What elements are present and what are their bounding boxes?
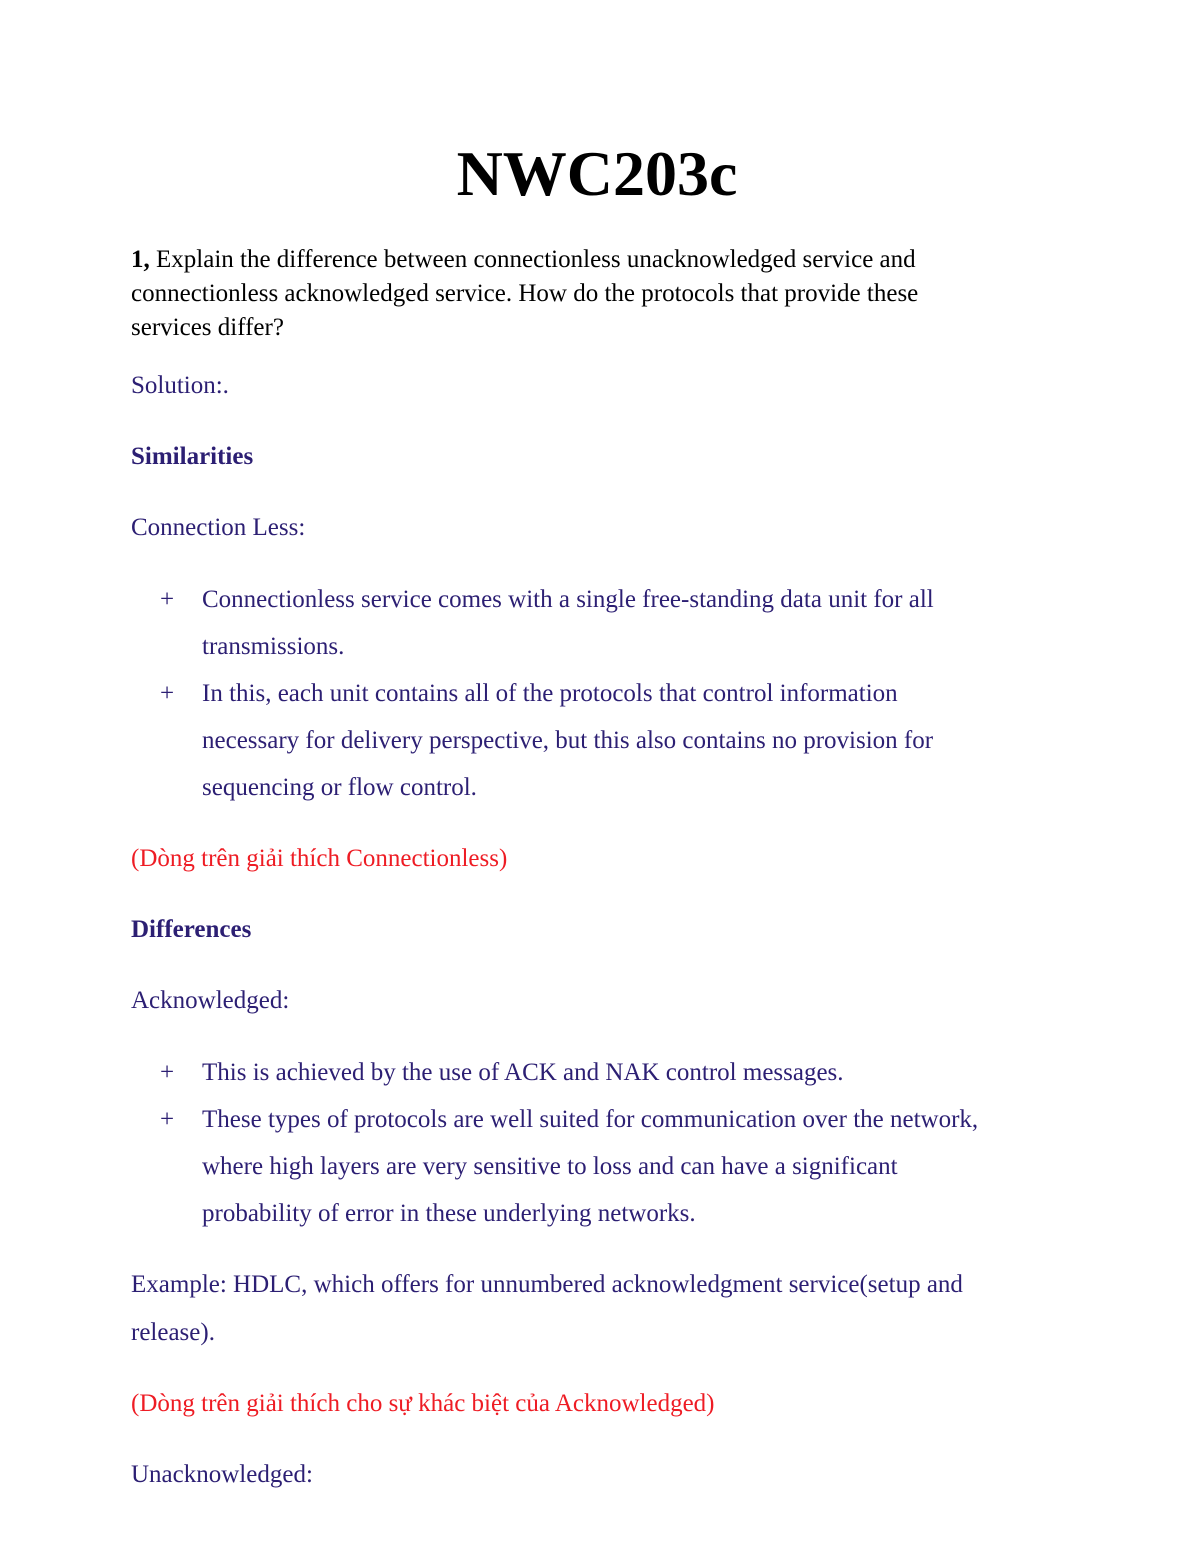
acknowledged-note: (Dòng trên giải thích cho sự khác biệt của Acknowledged) (131, 1390, 715, 1417)
bullet-line: sequencing or flow control. (202, 774, 477, 801)
question-line (131, 243, 918, 277)
bullet-line: probability of error in these underlying networks. (202, 1200, 696, 1227)
example-line-2: release). (131, 1319, 215, 1346)
similarities-bullet-1 (160, 576, 934, 670)
bullet-line: This is achieved by the use of ACK and NAK control messages. (202, 1059, 844, 1086)
plus-bullet-icon: + (160, 1059, 175, 1086)
unacknowledged-subheading: Unacknowledged: (131, 1461, 313, 1488)
question-text-line-3: services differ? (131, 314, 284, 341)
plus-bullet-icon: + (160, 1106, 175, 1133)
bullet-line: transmissions. (202, 633, 345, 660)
plus-bullet-icon: + (160, 586, 175, 613)
document-title: NWC203c (456, 138, 738, 209)
differences-bullet-list (160, 1049, 978, 1237)
example-line-1: Example: HDLC, which offers for unnumbered acknowledgment service(setup and (131, 1271, 963, 1298)
plus-bullet-icon: + (160, 680, 175, 707)
example-paragraph (131, 1261, 963, 1357)
bullet-line: These types of protocols are well suited for communication over the network, (202, 1106, 979, 1133)
bullet-line: Connectionless service comes with a single free-standing data unit for all (202, 586, 934, 613)
question-number: 1, (131, 246, 150, 273)
bullet-line: where high layers are very sensitive to loss and can have a significant (202, 1153, 898, 1180)
connectionless-note: (Dòng trên giải thích Connectionless) (131, 845, 508, 872)
bullet-line: In this, each unit contains all of the protocols that control information (202, 680, 898, 707)
similarities-bullet-list (160, 576, 934, 811)
differences-bullet-2 (160, 1096, 978, 1237)
question-1 (131, 243, 918, 345)
bullet-line: necessary for delivery perspective, but this also contains no provision for (202, 727, 934, 754)
acknowledged-subheading: Acknowledged: (131, 987, 290, 1014)
solution-label: Solution:. (131, 372, 229, 399)
question-text-line-1: Explain the difference between connectionless unacknowledged service and (156, 246, 916, 273)
similarities-bullet-2 (160, 670, 934, 811)
similarities-heading: Similarities (131, 443, 254, 470)
question-text-line-2: connectionless acknowledged service. How do the protocols that provide these (131, 280, 919, 307)
differences-bullet-1 (160, 1049, 978, 1096)
differences-heading: Differences (131, 916, 252, 943)
connection-less-subheading: Connection Less: (131, 514, 306, 541)
